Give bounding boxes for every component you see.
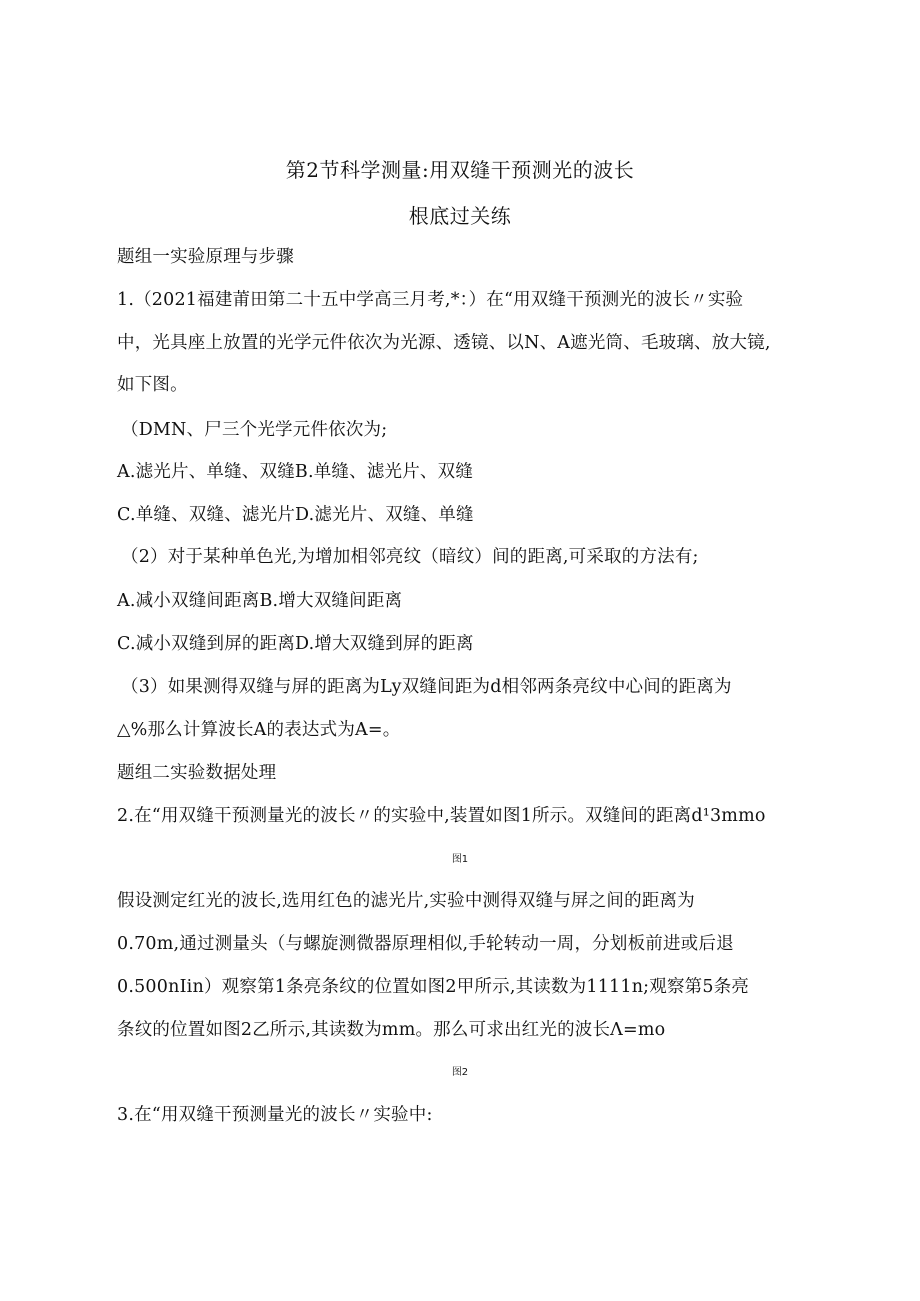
question-1-part-2: （2）对于某种单色光,为增加相邻亮纹（暗纹）间的距离,可采取的方法有; [121, 547, 699, 567]
option-row-1: A.滤光片、单缝、双缝B.单缝、滤光片、双缝 [117, 462, 474, 482]
question-1-part-3-cont: △%那么计算波长A的表达式为A=。 [117, 720, 401, 740]
question-2-line-4: 0.500nIin）观察第1条亮条纹的位置如图2甲所示,其读数为1111n;观察第5条亮 [117, 977, 750, 997]
option-row-3: A.减小双缝间距离B.增大双缝间距离 [117, 591, 403, 611]
figure-1-caption: 图1 [451, 854, 469, 865]
option-row-4: C.减小双缝到屏的距离D.增大双缝到屏的距离 [117, 634, 474, 654]
question-3-line-1: 3.在“用双缝干预测量光的波长〃实验中: [117, 1105, 433, 1125]
option-row-2: C.单缝、双缝、滤光片D.滤光片、双缝、单缝 [117, 505, 474, 525]
section-heading-1: 题组一实验原理与步骤 [117, 247, 294, 267]
question-1-line-1: 1.（2021福建莆田第二十五中学高三月考,*：）在“用双缝干预测光的波长〃实验 [117, 290, 744, 310]
page-title: 第2节科学测量:用双缝干预测光的波长 [285, 158, 635, 182]
question-1-part-3: （3）如果测得双缝与屏的距离为Ly双缝间距为d相邻两条亮纹中心间的距离为 [121, 677, 732, 697]
question-2-line-2: 假设测定红光的波长,选用红色的滤光片,实验中测得双缝与屏之间的距离为 [117, 891, 695, 911]
figure-2-caption: 图2 [451, 1067, 469, 1078]
question-2-line-1: 2.在“用双缝干预测量光的波长〃的实验中,装置如图1所示。双缝间的距离d¹3mmo [117, 806, 766, 826]
question-1-part-1: （DMN、尸三个光学元件依次为; [121, 420, 388, 440]
question-2-line-5: 条纹的位置如图2乙所示,其读数为mm。那么可求出红光的波长Λ=mo [117, 1020, 666, 1040]
question-1-line-3: 如下图。 [117, 375, 188, 395]
page-subtitle: 根底过关练 [408, 204, 512, 228]
question-2-line-3: 0.70m,通过测量头（与螺旋测微器原理相似,手轮转动一周，分划板前进或后退 [117, 934, 734, 954]
question-1-line-2: 中，光具座上放置的光学元件依次为光源、透镜、以N、A遮光筒、毛玻璃、放大镜, [117, 333, 771, 353]
section-heading-2: 题组二实验数据处理 [117, 763, 277, 783]
